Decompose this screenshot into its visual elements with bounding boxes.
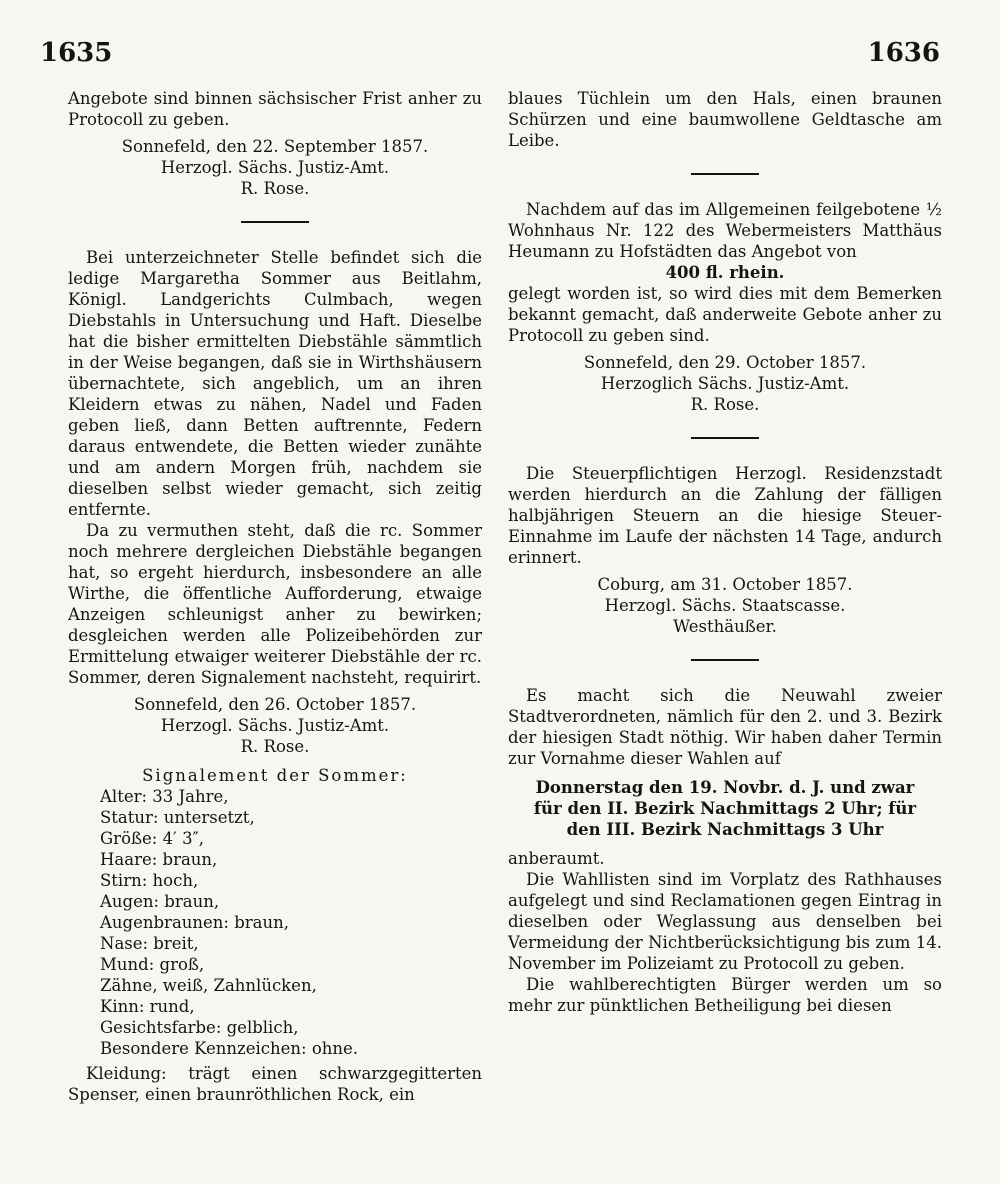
signalement-item: Augenbraunen: braun,: [100, 913, 290, 932]
notice1-signer: R. Rose.: [240, 179, 310, 198]
notice3-signer: R. Rose.: [690, 395, 760, 414]
notice3-office: Herzoglich Sächs. Justiz-Amt.: [600, 374, 850, 393]
signalement-heading: Signalement der Sommer:: [142, 766, 408, 785]
notice4-date: Coburg, am 31. October 1857.: [597, 575, 853, 594]
notice2-signer: R. Rose.: [240, 737, 310, 756]
notice3-date: Sonnefeld, den 29. October 1857.: [583, 353, 867, 372]
signalement-item: Alter: 33 Jahre,: [100, 787, 229, 806]
continuation-text: blaues Tüchlein um den Hals, einen braunen Schürzen und eine baumwollene Geldtasche am Leibe.: [508, 89, 942, 150]
signalement-item: Kinn: rund,: [100, 997, 195, 1016]
signalement-item: Stirn: hoch,: [100, 871, 199, 890]
notice4-text: Die Steuerpflichtigen Herzogl. Residenzstadt werden hierdurch an die Zahlung der fälligen halbjährigen Steuern an die hiesige Steuer-Einnahme im Laufe der nächsten 14 Tage, andurch erinnert.: [508, 464, 942, 567]
signalement-item: Zähne, weiß, Zahnlücken,: [100, 976, 317, 995]
notice1-text: Angebote sind binnen sächsischer Frist anher zu Protocoll zu geben.: [68, 89, 482, 129]
signalement-item: Statur: untersetzt,: [100, 808, 255, 827]
notice1-office: Herzogl. Sächs. Justiz-Amt.: [160, 158, 390, 177]
notice4-office: Herzogl. Sächs. Staatscasse.: [604, 596, 846, 615]
notice3-text-2: gelegt worden ist, so wird dies mit dem Bemerken bekannt gemacht, daß anderweite Gebote anher zu Protocoll zu geben sind.: [508, 284, 942, 345]
signalement-item: Besondere Kennzeichen: ohne.: [100, 1039, 359, 1058]
election-date-line-1: Donnerstag den 19. Novbr. d. J. und zwar: [535, 778, 915, 797]
signalement-item: Augen: braun,: [100, 892, 220, 911]
page-number-left: 1635: [40, 38, 113, 68]
clothing-description: Kleidung: trägt einen schwarzgegitterten Spenser, einen braunröthlichen Rock, ein: [68, 1064, 482, 1104]
signalement-item: Gesichtsfarbe: gelblich,: [100, 1018, 299, 1037]
divider: [241, 221, 309, 223]
left-column: [68, 88, 482, 1105]
notice5-paragraph-1: Es macht sich die Neuwahl zweier Stadtverordneten, nämlich für den 2. und 3. Bezirk der hiesigen Stadt nöthig. Wir haben daher Termin zur Vornahme dieser Wahlen auf: [508, 686, 942, 768]
notice5-paragraph-4: Die wahlberechtigten Bürger werden um so mehr zur pünktlichen Betheiligung bei diesen: [508, 975, 942, 1015]
signalement-item: Mund: groß,: [100, 955, 205, 974]
notice5-paragraph-3: Die Wahllisten sind im Vorplatz des Rathhauses aufgelegt und sind Reclamationen gegen Eintrag in dieselben oder Weglassung aus denselben bei Vermeidung der Nichtberücksichtigung bis zum 14. November im Polizeiamt zu Protocoll zu geben.: [508, 870, 942, 973]
notice2-paragraph-1: Bei unterzeichneter Stelle befindet sich die ledige Margaretha Sommer aus Beitlahm, Königl. Landgerichts Culmbach, wegen Diebstahls in Untersuchung und Haft. Dieselbe hat die bisher ermittelten Diebstähle sämmtlich in der Weise begangen, daß sie in Wirthshäusern übernachtete, sich angeblich, um an ihren Kleidern etwas zu nähen, Nadel und Faden geben ließ, dann Betten auftrennte, Federn daraus entwendete, die Betten wieder zunähte und am andern Morgen früh, nachdem sie dieselben selbst wieder gemacht, sich zeitig entfernte.: [68, 248, 482, 519]
signalement-list: [68, 786, 482, 1059]
divider: [691, 173, 759, 175]
notice2-date: Sonnefeld, den 26. October 1857.: [133, 695, 417, 714]
notice2-office: Herzogl. Sächs. Justiz-Amt.: [160, 716, 390, 735]
notice3-amount: 400 fl. rhein.: [665, 263, 785, 282]
notice1-date: Sonnefeld, den 22. September 1857.: [121, 137, 429, 156]
election-date-line-2: für den II. Bezirk Nachmittags 2 Uhr; für: [533, 799, 917, 818]
signalement-item: Haare: braun,: [100, 850, 218, 869]
election-date-line-3: den III. Bezirk Nachmittags 3 Uhr: [566, 820, 884, 839]
notice4-signer: Westhäußer.: [673, 617, 777, 636]
notice3-text-1: Nachdem auf das im Allgemeinen feilgebotene ½ Wohnhaus Nr. 122 des Webermeisters Matthäus Heumann zu Hofstädten das Angebot von: [508, 200, 942, 261]
signalement-item: Nase: breit,: [100, 934, 199, 953]
divider: [691, 437, 759, 439]
divider: [691, 659, 759, 661]
right-column: [508, 88, 942, 1016]
page-number-right: 1636: [867, 38, 940, 68]
signalement-item: Größe: 4′ 3″,: [100, 829, 204, 848]
notice2-paragraph-2: Da zu vermuthen steht, daß die rc. Sommer noch mehrere dergleichen Diebstähle begangen hat, so ergeht hierdurch, insbesondere an alle Wirthe, die öffentliche Aufforderung, etwaige Anzeigen schleunigst anher zu bewirken; desgleichen werden alle Polizeibehörden zur Ermittelung etwaiger weiterer Diebstähle der rc. Sommer, deren Signalement nachsteht, requirirt.: [68, 521, 482, 687]
notice5-paragraph-2: anberaumt.: [508, 849, 605, 868]
